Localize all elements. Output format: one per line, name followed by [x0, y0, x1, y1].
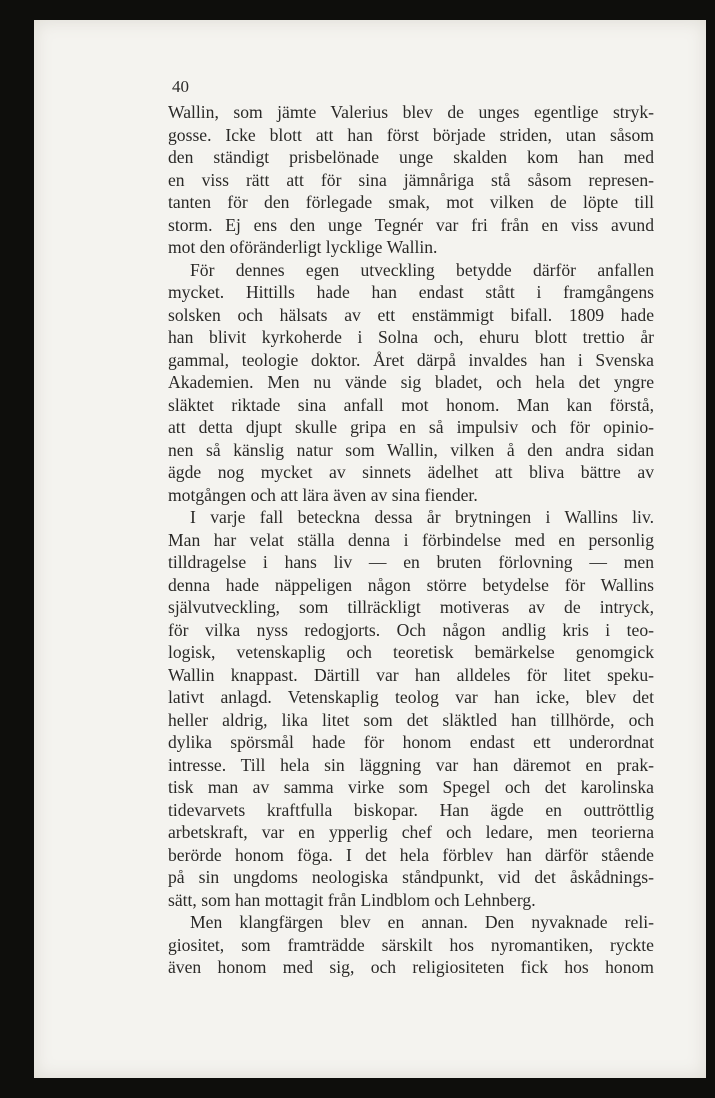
text-line: han blivit kyrkoherde i Solna och, ehuru blott trettio år — [168, 327, 654, 347]
text-line: mycket. Hittills hade han endast stått i framgångens — [168, 282, 654, 302]
text-line: tisk man av samma virke som Spegel och det karolinska — [168, 777, 654, 797]
text-line: ägde nog mycket av sinnets ädelhet att bliva bättre av — [168, 462, 654, 482]
text-line: storm. Ej ens den unge Tegnér var fri från en viss avund — [168, 214, 654, 235]
text-line: Man har velat ställa denna i förbindelse med en personlig — [168, 529, 654, 550]
book-page — [34, 20, 706, 1078]
text-line: självutveckling, som tillräckligt motiveras av de intryck, — [168, 597, 654, 617]
text-line: denna hade näppeligen någon större betydelse för Wallins — [168, 574, 654, 595]
body-text — [168, 101, 654, 979]
text-line: tidevarvets kraftfulla biskopar. Han ägde en outtröttlig — [168, 799, 654, 820]
text-line: dylika spörsmål hade för honom endast ett underordnat — [168, 732, 654, 752]
text-line: för vilka nyss redogjorts. Och någon andlig kris i teo- — [168, 619, 654, 640]
text-line: mot den oföränderligt lycklige Wallin. — [168, 237, 438, 257]
text-line: på sin ungdoms neologiska ståndpunkt, vid det åskådnings- — [168, 867, 654, 887]
text-line: tanten för den förlegade smak, mot vilken de löpte till — [168, 192, 654, 212]
text-line: nen så känslig natur som Wallin, vilken å den andra sidan — [168, 439, 654, 460]
text-line: giositet, som framträdde särskilt hos nyromantiken, ryckte — [168, 934, 654, 955]
page-number: 40 — [172, 77, 189, 96]
text-line: även honom med sig, och religiositeten fick hos honom — [168, 957, 654, 977]
text-line: heller aldrig, lika litet som det släktled han tillhörde, och — [168, 709, 654, 730]
text-line: För dennes egen utveckling betydde därför anfallen — [190, 259, 654, 280]
text-line: lativt anlagd. Vetenskaplig teolog var han icke, blev det — [168, 687, 654, 707]
text-line: sätt, som han mottagit från Lindblom och Lehnberg. — [168, 889, 536, 910]
text-line: att detta djupt skulle gripa en så impulsiv och för opinio- — [168, 417, 654, 437]
text-line: motgången och att lära även av sina fiender. — [168, 484, 478, 505]
text-line: gammal, teologie doktor. Året därpå invaldes han i Svenska — [168, 349, 654, 370]
text-line: den ständigt prisbelönade unge skalden kom han med — [168, 147, 654, 167]
text-line: tilldragelse i hans liv — en bruten förlovning — men — [168, 552, 654, 572]
text-line: solsken och hälsats av ett enstämmigt bifall. 1809 hade — [168, 304, 654, 325]
text-line: Wallin knappast. Därtill var han alldeles för litet speku- — [168, 664, 654, 685]
text-line: släktet riktade sina anfall mot honom. Man kan förstå, — [168, 394, 654, 415]
text-line: Akademien. Men nu vände sig bladet, och hela det yngre — [168, 372, 654, 392]
text-line: logisk, vetenskaplig och teoretisk bemärkelse genomgick — [168, 642, 654, 662]
text-line: berörde honom föga. I det hela förblev han därför stående — [168, 844, 654, 865]
text-line: I varje fall beteckna dessa år brytningen i Wallins liv. — [190, 507, 654, 527]
text-line: en viss rätt att för sina jämnåriga stå såsom represen- — [168, 169, 654, 190]
text-line: Men klangfärgen blev en annan. Den nyvaknade reli- — [190, 912, 654, 932]
text-line: Wallin, som jämte Valerius blev de unges egentlige stryk- — [168, 102, 654, 122]
text-line: intresse. Till hela sin läggning var han däremot en prak- — [168, 754, 654, 775]
text-line: arbetskraft, var en ypperlig chef och ledare, men teorierna — [168, 822, 654, 842]
text-line: gosse. Icke blott att han först började striden, utan såsom — [168, 124, 654, 145]
